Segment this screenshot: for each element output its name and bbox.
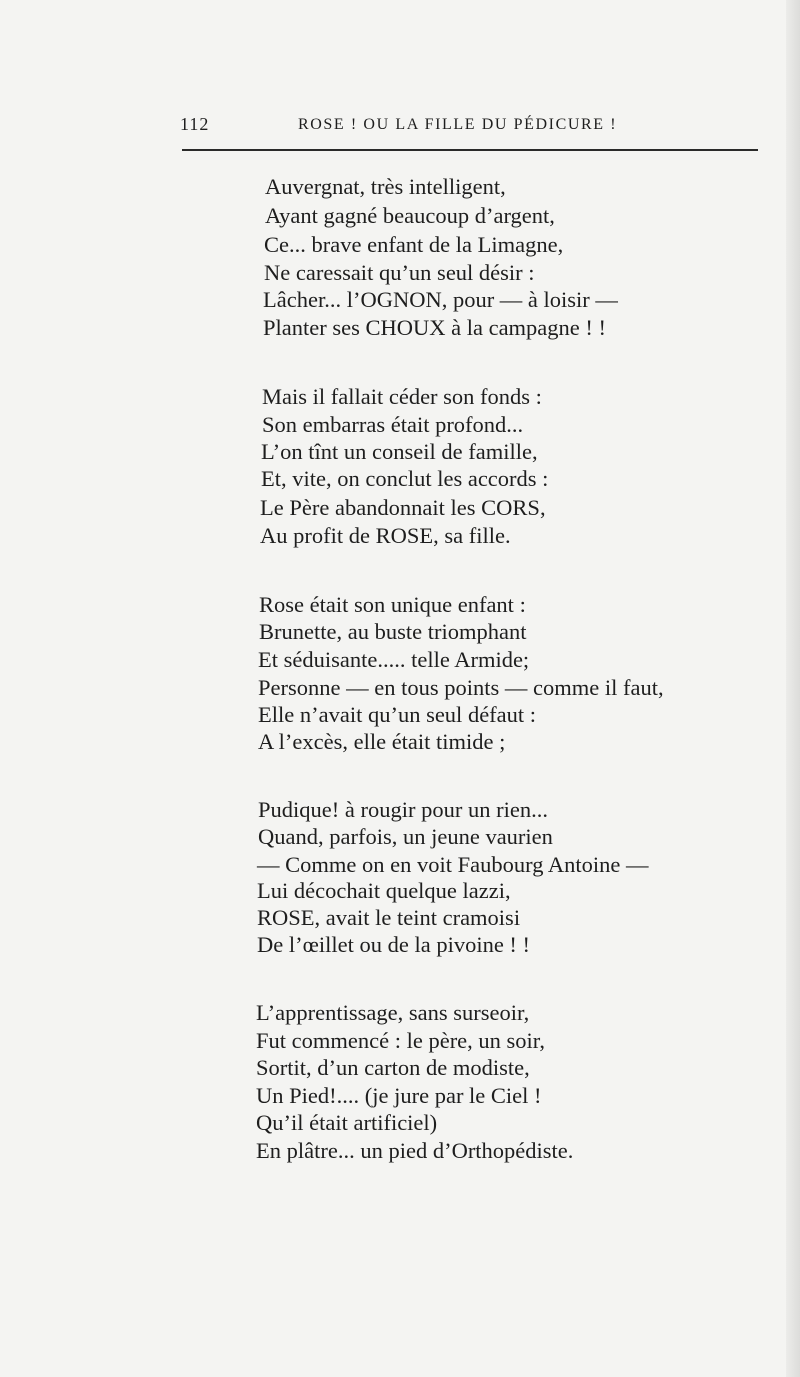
verse-line: De l’œillet ou de la pivoine ! ! [257,932,531,957]
verse-line: Et, vite, on conclut les accords : [261,466,549,491]
verse-line: L’on tînt un conseil de famille, [261,439,538,464]
verse-line: Ayant gagné beaucoup d’argent, [265,203,555,228]
verse-line: Mais il fallait céder son fonds : [262,384,542,409]
verse-line: A l’excès, elle était timide ; [258,729,506,754]
page-number: 112 [180,114,210,134]
verse-line: Sortit, d’un carton de modiste, [256,1055,530,1080]
verse-line: Lui décochait quelque lazzi, [257,878,511,903]
verse-line: Brunette, au buste triomphant [259,619,527,644]
verse-line: Fut commencé : le père, un soir, [256,1028,546,1053]
page-header [180,114,758,140]
verse-line: Planter ses CHOUX à la campagne ! ! [263,315,607,340]
verse-line: Pudique! à rougir pour un rien... [258,797,548,822]
verse-line: Rose était son unique enfant : [259,592,526,617]
verse-line: ROSE, avait le teint cramoisi [257,905,521,930]
page-edge-shadow [786,0,800,1377]
verse-line: En plâtre... un pied d’Orthopédiste. [256,1138,574,1163]
verse-line: L’apprentissage, sans surseoir, [256,1000,530,1025]
verse-line: Lâcher... l’OGNON, pour — à loisir — [263,287,618,312]
verse-line: Au profit de ROSE, sa fille. [260,523,511,548]
verse-line: Le Père abandonnait les CORS, [260,495,546,520]
verse-line: Elle n’avait qu’un seul défaut : [258,702,537,727]
verse-line: Quand, parfois, un jeune vaurien [258,824,553,849]
verse-line: Qu’il était artificiel) [256,1110,438,1135]
verse-line: Personne — en tous points — comme il faut, [258,675,664,700]
verse-line: — Comme on en voit Faubourg Antoine — [257,852,649,877]
verse-line: Auvergnat, très intelligent, [265,174,506,199]
verse-line: Ce... brave enfant de la Limagne, [264,232,564,257]
verse-line: Un Pied!.... (je jure par le Ciel ! [256,1083,542,1108]
verse-line: Son embarras était profond... [262,412,524,437]
verse-line: Ne caressait qu’un seul désir : [264,260,535,285]
verse-line: Et séduisante..... telle Armide; [258,647,530,672]
header-rule [182,149,758,151]
running-title: ROSE ! OU LA FILLE DU PÉDICURE ! [298,116,618,133]
